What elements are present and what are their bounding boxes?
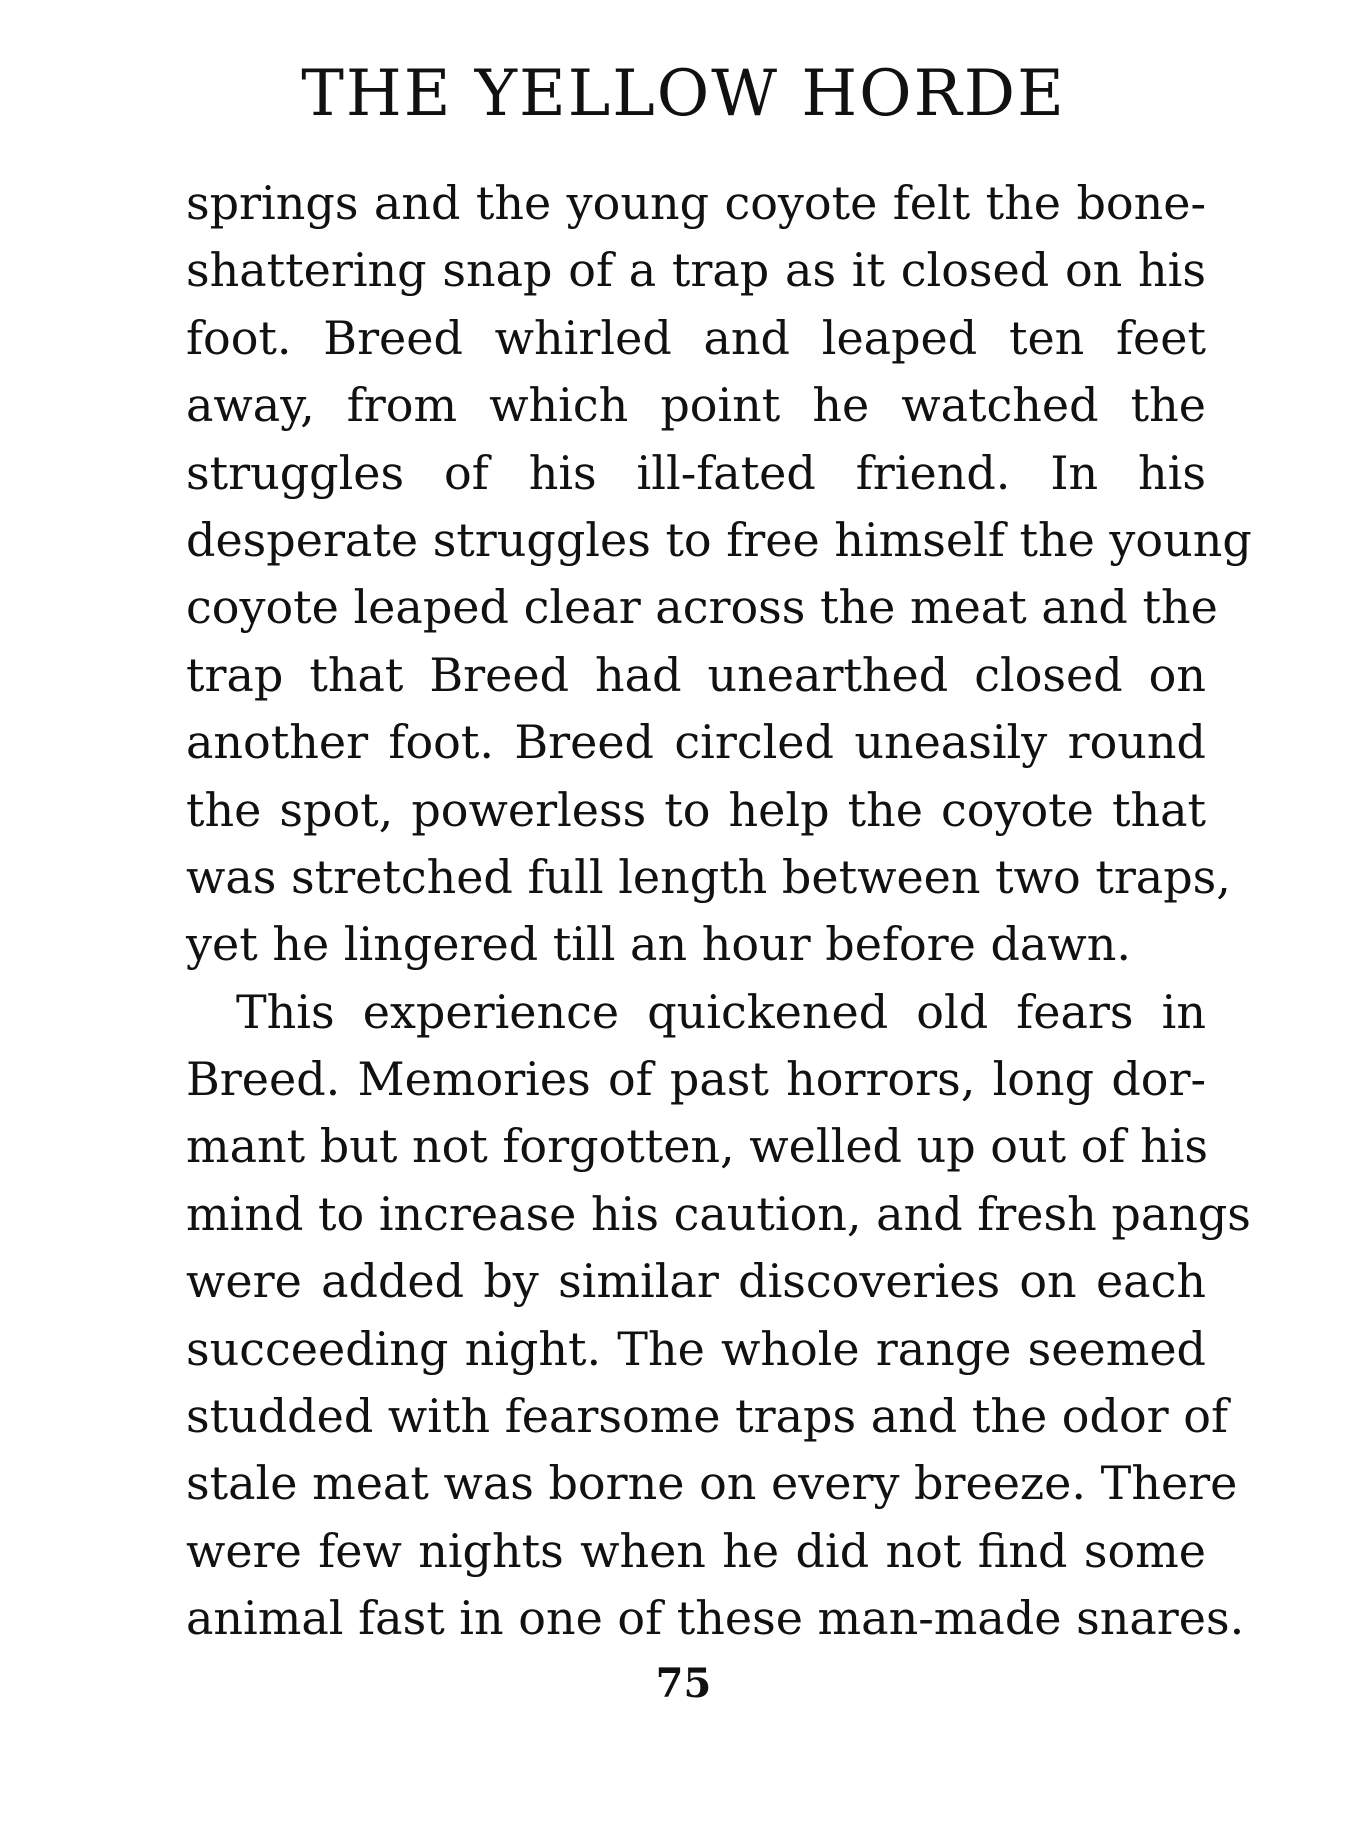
paragraph-1 (186, 170, 1252, 979)
text-line: stale meat was borne on every breeze. There (186, 1456, 1238, 1511)
text-line: trap that Breed had unearthed closed on (186, 647, 1206, 702)
text-line: animal fast in one of these man-made snares. (186, 1591, 1245, 1646)
text-line: desperate struggles to free himself the young (186, 512, 1252, 567)
body-text (186, 170, 1252, 1653)
text-line: yet he lingered till an hour before dawn. (186, 917, 1131, 972)
paragraph-2 (186, 979, 1251, 1653)
text-line: the spot, powerless to help the coyote that (186, 782, 1206, 837)
text-line: coyote leaped clear across the meat and the (186, 580, 1218, 635)
text-line: were few nights when he did not find some (186, 1523, 1206, 1578)
text-line: was stretched full length between two traps, (186, 849, 1231, 904)
text-line: Breed. Memories of past horrors, long dor- (186, 1052, 1206, 1107)
text-line: struggles of his ill-fated friend. In his (186, 445, 1206, 500)
text-line: mant but not forgotten, welled up out of his (186, 1119, 1209, 1174)
text-line: foot. Breed whirled and leaped ten feet (186, 310, 1206, 365)
running-head: THE YELLOW HORDE (301, 57, 1066, 131)
text-line: springs and the young coyote felt the bone- (186, 176, 1206, 230)
text-line: were added by similar discoveries on each (186, 1254, 1206, 1309)
text-line: another foot. Breed circled uneasily round (186, 715, 1206, 770)
text-line: mind to increase his caution, and fresh pangs (186, 1186, 1251, 1241)
text-line: shattering snap of a trap as it closed on his (186, 243, 1206, 298)
page-number: 75 (655, 1660, 712, 1707)
text-line: studded with fearsome traps and the odor of (186, 1389, 1228, 1444)
text-line: This experience quickened old fears in (236, 984, 1206, 1039)
text-line: succeeding night. The whole range seemed (186, 1321, 1206, 1376)
text-line: away, from which point he watched the (186, 378, 1206, 433)
